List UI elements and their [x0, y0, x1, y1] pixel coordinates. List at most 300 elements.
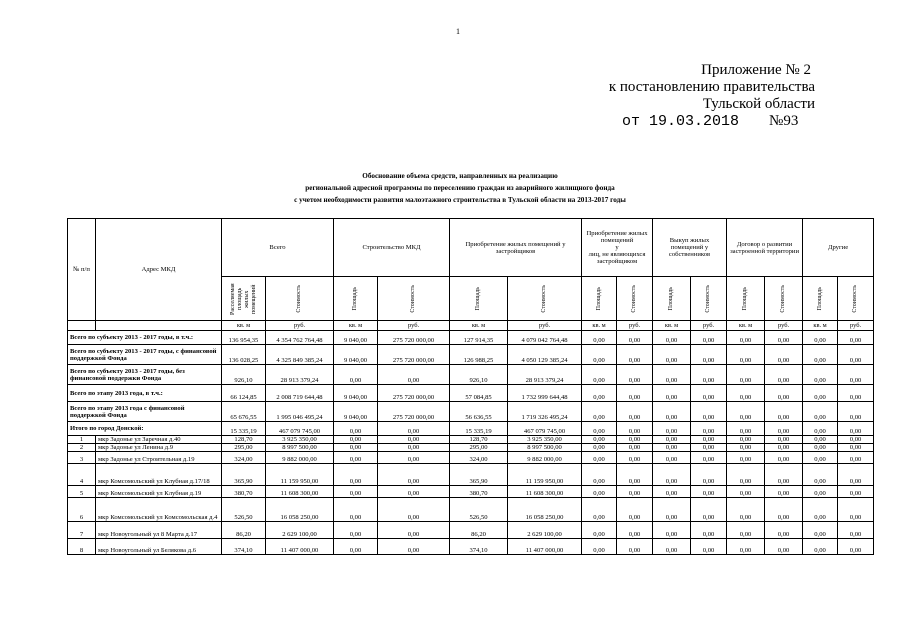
row-value: 0,00	[334, 452, 378, 464]
row-value: 526,50	[450, 498, 508, 522]
row-value: 365,90	[222, 464, 266, 486]
row-value: 0,00	[838, 444, 874, 452]
row-value: 0,00	[334, 498, 378, 522]
summary-value: 926,10	[222, 365, 266, 385]
row-value: 0,00	[803, 522, 838, 539]
row-value: 0,00	[691, 539, 727, 555]
subheader-cell	[803, 277, 838, 321]
subheader-cost: Стоимость	[296, 284, 302, 313]
row-value: 295,00	[222, 444, 266, 452]
header-construction: Строительство МКД	[334, 219, 450, 277]
appendix-header	[609, 62, 815, 113]
row-value: 0,00	[691, 498, 727, 522]
row-address: мкр Задонье ул Строительная д.19	[96, 452, 222, 464]
summary-value: 275 720 000,00	[378, 345, 450, 365]
subheader-area: Площадь	[352, 286, 359, 311]
summary-value: 4 050 129 385,24	[508, 345, 582, 365]
row-value: 128,70	[222, 436, 266, 444]
summary-value: 0,00	[582, 385, 617, 402]
subheader-resettled-area: Расселяемая площадь жилых помещений	[229, 282, 257, 315]
summary-value: 4 079 042 764,48	[508, 331, 582, 345]
summary-value: 0,00	[838, 385, 874, 402]
summary-value: 136 954,35	[222, 331, 266, 345]
summary-value: 0,00	[803, 385, 838, 402]
summary-value: 0,00	[838, 422, 874, 436]
table-row	[68, 464, 874, 486]
row-value: 0,00	[765, 436, 803, 444]
summary-value: 66 124,85	[222, 385, 266, 402]
resolution-date: 19.03.2018	[649, 113, 740, 130]
summary-value: 0,00	[334, 422, 378, 436]
summary-value: 0,00	[617, 422, 653, 436]
summary-value: 4 354 762 764,48	[266, 331, 334, 345]
row-value: 0,00	[653, 486, 691, 498]
summary-value: 0,00	[765, 345, 803, 365]
row-value: 0,00	[617, 498, 653, 522]
summary-value: 2 008 719 644,48	[266, 385, 334, 402]
summary-value: 126 988,25	[450, 345, 508, 365]
header-num: № п/п	[68, 219, 96, 321]
row-value: 0,00	[378, 498, 450, 522]
summary-value: 0,00	[765, 402, 803, 422]
row-value: 9 882 000,00	[266, 452, 334, 464]
unit-empty-cell	[68, 321, 96, 331]
appendix-region: Тульской области	[702, 96, 815, 112]
summary-value: 0,00	[653, 345, 691, 365]
summary-value: 0,00	[727, 385, 765, 402]
row-value: 374,10	[222, 539, 266, 555]
subheader-cell	[765, 277, 803, 321]
row-value: 86,20	[222, 522, 266, 539]
row-value: 0,00	[727, 464, 765, 486]
table-row	[68, 444, 874, 452]
table-row	[68, 452, 874, 464]
unit-cell: руб.	[266, 321, 334, 331]
row-value: 0,00	[334, 464, 378, 486]
appendix-subtitle: к постановлению правительства	[608, 79, 815, 95]
summary-value: 0,00	[803, 331, 838, 345]
row-value: 11 407 000,00	[266, 539, 334, 555]
row-value: 0,00	[838, 452, 874, 464]
row-number: 3	[68, 452, 96, 464]
header-other: Другие	[803, 219, 874, 277]
summary-value: 0,00	[691, 345, 727, 365]
row-value: 0,00	[653, 498, 691, 522]
summary-value: 57 084,85	[450, 385, 508, 402]
summary-label: Всего по субъекту 2013 - 2017 годы, без финансовой поддержки Фонда	[68, 365, 222, 385]
row-address: мкр Новоугольный ул Белякова д.6	[96, 539, 222, 555]
row-value: 0,00	[765, 464, 803, 486]
subheader-cost: Стоимость	[410, 284, 417, 313]
row-value: 0,00	[691, 452, 727, 464]
subheader-cell	[508, 277, 582, 321]
subheader-cell	[266, 277, 334, 321]
summary-label: Всего по этапу 2013 года с финансовой поддержкой Фонда	[68, 402, 222, 422]
row-address: мкр Комсомольский ул Комсомольская д.4	[96, 498, 222, 522]
row-number: 8	[68, 539, 96, 555]
summary-label: Всего по этапу 2013 года, в т.ч.:	[68, 385, 222, 402]
row-address: мкр Задонье ул Ленина д.9	[96, 444, 222, 452]
row-value: 0,00	[582, 452, 617, 464]
row-number: 4	[68, 464, 96, 486]
subheader-area: Площадь	[595, 286, 602, 311]
row-value: 0,00	[582, 539, 617, 555]
table-row	[68, 486, 874, 498]
row-value: 128,70	[450, 436, 508, 444]
row-value: 0,00	[803, 486, 838, 498]
summary-row	[68, 422, 874, 436]
row-value: 0,00	[378, 464, 450, 486]
summary-value: 0,00	[691, 385, 727, 402]
row-value: 0,00	[582, 444, 617, 452]
summary-value: 0,00	[838, 402, 874, 422]
summary-value: 0,00	[617, 385, 653, 402]
summary-value: 0,00	[653, 365, 691, 385]
summary-value: 0,00	[617, 331, 653, 345]
row-value: 0,00	[617, 539, 653, 555]
unit-cell: кв. м	[803, 321, 838, 331]
unit-cell: кв. м	[222, 321, 266, 331]
unit-cell: руб.	[691, 321, 727, 331]
row-value: 0,00	[378, 539, 450, 555]
row-value: 0,00	[727, 444, 765, 452]
row-value: 0,00	[378, 522, 450, 539]
row-value: 0,00	[691, 444, 727, 452]
document-title	[180, 170, 740, 206]
date-prefix: от	[622, 113, 641, 130]
row-value: 0,00	[653, 464, 691, 486]
row-value: 0,00	[617, 452, 653, 464]
summary-value: 0,00	[691, 331, 727, 345]
row-value: 16 058 250,00	[266, 498, 334, 522]
header-address: Адрес МКД	[96, 219, 222, 321]
unit-cell: руб.	[378, 321, 450, 331]
row-value: 8 997 500,00	[266, 444, 334, 452]
row-value: 0,00	[653, 539, 691, 555]
summary-value: 0,00	[617, 345, 653, 365]
summary-value: 0,00	[727, 331, 765, 345]
table-row	[68, 522, 874, 539]
row-value: 8 997 500,00	[508, 444, 582, 452]
resolution-date-line	[622, 113, 799, 130]
row-value: 2 629 100,00	[508, 522, 582, 539]
row-value: 374,10	[450, 539, 508, 555]
row-value: 0,00	[765, 486, 803, 498]
row-value: 0,00	[765, 522, 803, 539]
summary-value: 0,00	[803, 345, 838, 365]
row-value: 0,00	[691, 522, 727, 539]
subheader-cell	[450, 277, 508, 321]
page-number: 1	[456, 27, 460, 36]
summary-value: 1 719 326 495,24	[508, 402, 582, 422]
row-value: 0,00	[378, 486, 450, 498]
row-value: 11 608 300,00	[266, 486, 334, 498]
row-value: 0,00	[727, 452, 765, 464]
summary-value: 0,00	[653, 331, 691, 345]
summary-value: 467 079 745,00	[266, 422, 334, 436]
row-value: 295,00	[450, 444, 508, 452]
row-address: мкр Задонье ул Заречная д.40	[96, 436, 222, 444]
unit-cell: руб.	[838, 321, 874, 331]
row-value: 0,00	[765, 452, 803, 464]
row-value: 0,00	[378, 436, 450, 444]
unit-cell: кв. м	[727, 321, 765, 331]
summary-value: 0,00	[582, 402, 617, 422]
row-value: 86,20	[450, 522, 508, 539]
unit-cell: руб.	[765, 321, 803, 331]
row-value: 0,00	[334, 539, 378, 555]
row-value: 0,00	[727, 486, 765, 498]
row-value: 16 058 250,00	[508, 498, 582, 522]
summary-value: 0,00	[582, 365, 617, 385]
subheader-cost: Стоимость	[852, 284, 859, 313]
row-value: 0,00	[727, 498, 765, 522]
row-value: 0,00	[765, 498, 803, 522]
summary-row	[68, 402, 874, 422]
summary-value: 1 732 999 644,48	[508, 385, 582, 402]
subheader-cell	[653, 277, 691, 321]
program-table	[67, 218, 874, 555]
subheader-area: Площадь	[668, 286, 675, 311]
summary-value: 0,00	[617, 402, 653, 422]
subheader-cost: Стоимость	[705, 284, 712, 313]
row-value: 0,00	[727, 522, 765, 539]
subheader-cell	[334, 277, 378, 321]
summary-value: 0,00	[803, 365, 838, 385]
header-buyout: Выкуп жилых помещений у собственников	[653, 219, 727, 277]
row-value: 0,00	[691, 464, 727, 486]
summary-value: 0,00	[838, 365, 874, 385]
summary-value: 0,00	[582, 345, 617, 365]
summary-value: 15 335,19	[450, 422, 508, 436]
summary-value: 0,00	[838, 345, 874, 365]
header-purchase-non-builders-line1: Приобретение жилых помещений	[586, 230, 648, 244]
number-prefix: №	[769, 113, 784, 129]
row-value: 324,00	[450, 452, 508, 464]
subheader-cell	[378, 277, 450, 321]
summary-value: 0,00	[765, 331, 803, 345]
unit-cell: кв. м	[582, 321, 617, 331]
summary-value: 0,00	[803, 402, 838, 422]
header-purchase-non-builders-line3: лиц, не являющихся застройщиком	[588, 251, 646, 265]
subheader-cost: Стоимость	[780, 284, 787, 313]
row-value: 0,00	[803, 444, 838, 452]
subheader-cell	[222, 277, 266, 321]
unit-cell: руб.	[508, 321, 582, 331]
row-value: 0,00	[727, 539, 765, 555]
header-purchase-non-builders	[582, 219, 653, 277]
summary-value: 0,00	[653, 402, 691, 422]
header-total: Всего	[222, 219, 334, 277]
header-purchase-non-builders-line2: у	[615, 244, 619, 251]
summary-value: 0,00	[803, 422, 838, 436]
row-value: 0,00	[582, 464, 617, 486]
title-line-2: региональной адресной программы по переселению граждан из аварийного жилищного фонда	[305, 184, 615, 192]
table-row	[68, 539, 874, 555]
row-value: 11 608 300,00	[508, 486, 582, 498]
unit-empty-cell	[96, 321, 222, 331]
row-number: 7	[68, 522, 96, 539]
row-value: 9 882 000,00	[508, 452, 582, 464]
row-value: 0,00	[617, 444, 653, 452]
row-value: 0,00	[582, 498, 617, 522]
summary-value: 15 335,19	[222, 422, 266, 436]
resolution-number	[769, 113, 798, 130]
summary-value: 28 913 379,24	[508, 365, 582, 385]
appendix-title: Приложение № 2	[701, 62, 811, 78]
row-value: 0,00	[838, 522, 874, 539]
unit-cell: кв. м	[653, 321, 691, 331]
summary-value: 0,00	[727, 345, 765, 365]
summary-value: 0,00	[838, 331, 874, 345]
row-value: 0,00	[727, 436, 765, 444]
number-value: 93	[783, 113, 799, 129]
summary-value: 1 995 046 495,24	[266, 402, 334, 422]
row-value: 0,00	[838, 464, 874, 486]
summary-value: 9 040,00	[334, 331, 378, 345]
table-row	[68, 498, 874, 522]
row-address: мкр Комсомольский ул Клубная д.19	[96, 486, 222, 498]
row-value: 0,00	[803, 464, 838, 486]
summary-value: 0,00	[378, 365, 450, 385]
summary-value: 0,00	[765, 422, 803, 436]
unit-cell: кв. м	[334, 321, 378, 331]
summary-value: 0,00	[653, 422, 691, 436]
row-value: 11 407 000,00	[508, 539, 582, 555]
row-value: 0,00	[691, 436, 727, 444]
row-value: 365,90	[450, 464, 508, 486]
row-value: 0,00	[838, 498, 874, 522]
summary-row	[68, 345, 874, 365]
row-number: 1	[68, 436, 96, 444]
row-value: 11 159 950,00	[508, 464, 582, 486]
summary-value: 0,00	[582, 422, 617, 436]
row-value: 0,00	[334, 522, 378, 539]
row-value: 0,00	[653, 436, 691, 444]
summary-row	[68, 365, 874, 385]
row-value: 3 925 350,00	[508, 436, 582, 444]
summary-value: 0,00	[727, 365, 765, 385]
row-value: 0,00	[838, 486, 874, 498]
summary-label: Всего по субъекту 2013 - 2017 годы, в т.ч.:	[68, 331, 222, 345]
summary-value: 0,00	[691, 422, 727, 436]
summary-value: 0,00	[727, 402, 765, 422]
row-value: 0,00	[803, 498, 838, 522]
row-value: 0,00	[582, 522, 617, 539]
summary-value: 0,00	[727, 422, 765, 436]
summary-value: 926,10	[450, 365, 508, 385]
row-value: 0,00	[653, 444, 691, 452]
summary-value: 9 040,00	[334, 402, 378, 422]
summary-value: 65 676,55	[222, 402, 266, 422]
subheader-area: Площадь	[742, 286, 749, 311]
row-value: 2 629 100,00	[266, 522, 334, 539]
summary-label: Всего по субъекту 2013 - 2017 годы, с финансовой поддержкой Фонда	[68, 345, 222, 365]
subheader-cell	[838, 277, 874, 321]
summary-row	[68, 331, 874, 345]
row-value: 3 925 350,00	[266, 436, 334, 444]
summary-value: 275 720 000,00	[378, 402, 450, 422]
summary-value: 0,00	[617, 365, 653, 385]
summary-value: 9 040,00	[334, 345, 378, 365]
row-value: 0,00	[765, 444, 803, 452]
title-line-1: Обоснование объема средств, направленных на реализацию	[362, 172, 558, 180]
row-number: 2	[68, 444, 96, 452]
summary-value: 0,00	[653, 385, 691, 402]
summary-value: 4 325 849 385,24	[266, 345, 334, 365]
subheader-cell	[727, 277, 765, 321]
row-value: 526,50	[222, 498, 266, 522]
summary-label: Итого по город Донской:	[68, 422, 222, 436]
subheader-cost: Стоимость	[541, 284, 548, 313]
row-value: 380,70	[450, 486, 508, 498]
summary-value: 0,00	[334, 365, 378, 385]
summary-value: 127 914,35	[450, 331, 508, 345]
row-number: 6	[68, 498, 96, 522]
row-value: 0,00	[653, 452, 691, 464]
summary-value: 9 040,00	[334, 385, 378, 402]
header-dev-agreement: Договор о развитии застроенной территории	[727, 219, 803, 277]
subheader-cost: Стоимость	[631, 284, 638, 313]
row-value: 0,00	[617, 486, 653, 498]
subheader-cell	[691, 277, 727, 321]
summary-value: 467 079 745,00	[508, 422, 582, 436]
row-value: 324,00	[222, 452, 266, 464]
summary-value: 28 913 379,24	[266, 365, 334, 385]
summary-value: 136 028,25	[222, 345, 266, 365]
summary-value: 0,00	[765, 385, 803, 402]
row-value: 0,00	[617, 464, 653, 486]
summary-value: 275 720 000,00	[378, 385, 450, 402]
header-purchase-builders: Приобретение жилых помещений у застройщиков	[450, 219, 582, 277]
summary-value: 275 720 000,00	[378, 331, 450, 345]
row-value: 0,00	[765, 539, 803, 555]
summary-value: 0,00	[582, 331, 617, 345]
row-address: мкр Комсомольский ул Клубная д.17/18	[96, 464, 222, 486]
subheader-area: Площадь	[475, 286, 482, 311]
subheader-cell	[582, 277, 617, 321]
summary-value: 0,00	[691, 402, 727, 422]
row-value: 0,00	[334, 444, 378, 452]
row-value: 0,00	[582, 486, 617, 498]
unit-cell: руб.	[617, 321, 653, 331]
row-value: 11 159 950,00	[266, 464, 334, 486]
row-value: 0,00	[838, 539, 874, 555]
table-row	[68, 436, 874, 444]
subheader-cell	[617, 277, 653, 321]
summary-value: 0,00	[378, 422, 450, 436]
summary-value: 0,00	[765, 365, 803, 385]
row-number: 5	[68, 486, 96, 498]
row-value: 0,00	[582, 436, 617, 444]
row-value: 0,00	[617, 522, 653, 539]
unit-cell: кв. м	[450, 321, 508, 331]
subheader-area: Площадь	[816, 286, 823, 311]
row-value: 0,00	[378, 452, 450, 464]
row-value: 0,00	[803, 436, 838, 444]
row-value: 0,00	[334, 436, 378, 444]
row-value: 0,00	[334, 486, 378, 498]
summary-value: 0,00	[691, 365, 727, 385]
row-value: 380,70	[222, 486, 266, 498]
row-value: 0,00	[803, 539, 838, 555]
summary-value: 56 636,55	[450, 402, 508, 422]
row-value: 0,00	[378, 444, 450, 452]
row-value: 0,00	[803, 452, 838, 464]
row-value: 0,00	[653, 522, 691, 539]
row-value: 0,00	[617, 436, 653, 444]
row-address: мкр Новоугольный ул 8 Марта д.17	[96, 522, 222, 539]
